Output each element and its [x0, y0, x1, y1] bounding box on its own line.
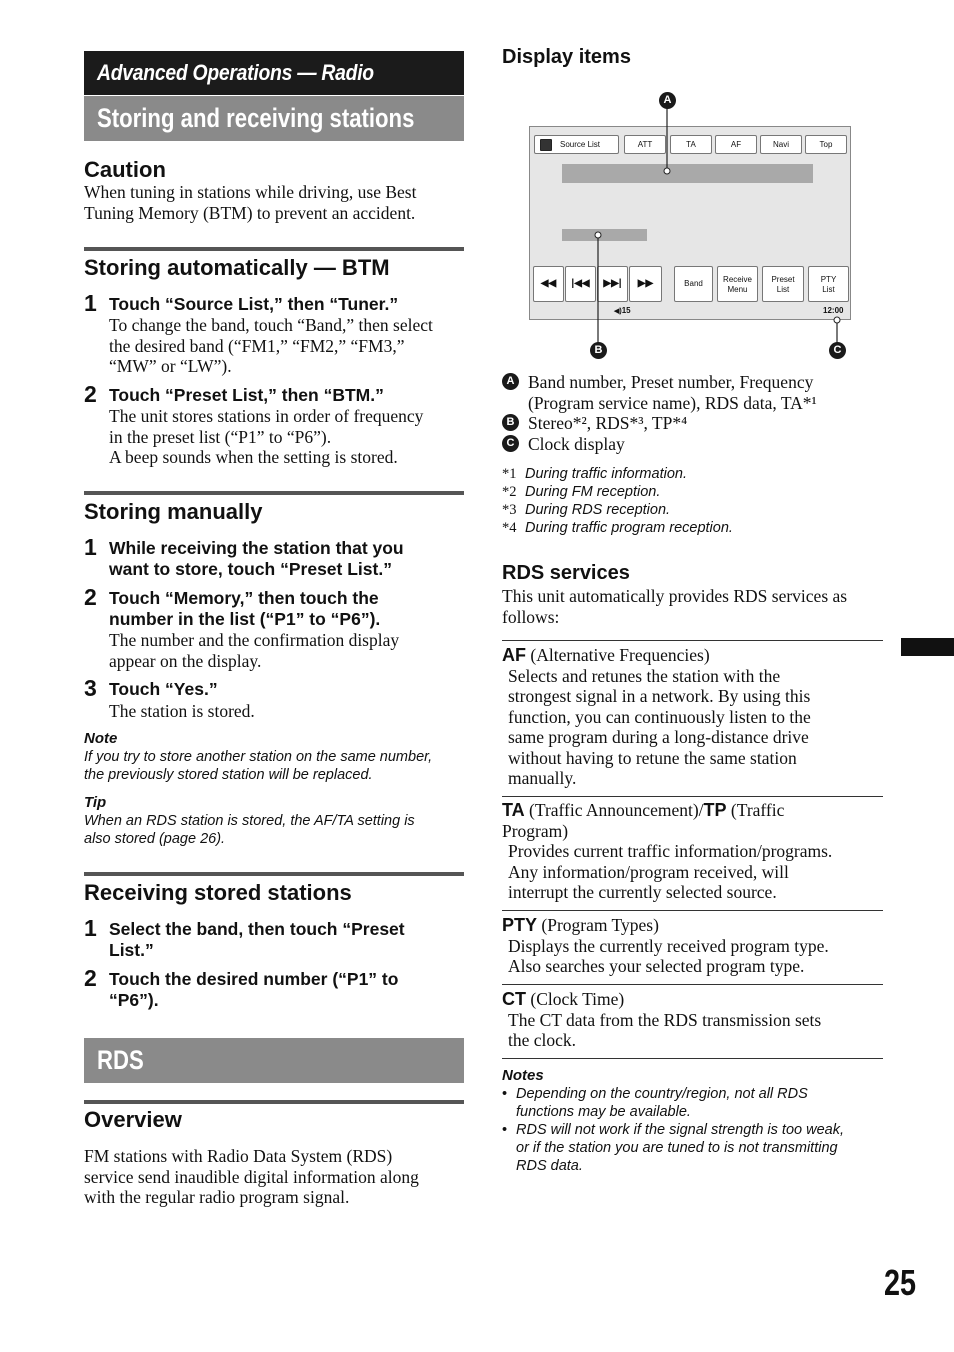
section-edge-tab — [901, 638, 954, 656]
legend-badge: A — [502, 373, 519, 390]
table-rule — [502, 910, 883, 911]
source-list-button[interactable]: Source List — [534, 135, 619, 154]
rds-service-ta-tp: TA (Traffic Announcement)/TP (Traffic Program) Provides current traffic information/programs. Any information/program received, will interrupt the currently selected source. — [502, 800, 833, 902]
step-title: Touch “Source List,” then “Tuner.” — [109, 294, 399, 314]
ta-button[interactable]: TA — [670, 135, 712, 154]
divider — [84, 872, 464, 876]
preset-list-button[interactable]: Preset List — [762, 266, 804, 302]
legend — [502, 372, 882, 454]
rds-service-pty: PTY (Program Types) Displays the currently received program type. Also searches your selected program type. — [502, 915, 829, 976]
band-button[interactable]: Band — [674, 266, 713, 302]
table-rule — [502, 796, 883, 797]
caution-heading: Caution — [84, 157, 166, 182]
notes-list — [502, 1085, 892, 1175]
step-body: The station is stored. — [109, 701, 255, 721]
page-number: 25 — [884, 1262, 917, 1303]
receive-menu-button[interactable]: Receive Menu — [717, 266, 758, 302]
table-rule — [502, 984, 883, 985]
step-number: 2 — [84, 965, 97, 991]
legend-item-c: C Clock display — [502, 434, 882, 455]
step-number: 2 — [84, 381, 97, 407]
chapter-title: Advanced Operations — Radio — [97, 60, 374, 85]
note-label: Note — [84, 730, 118, 747]
manual-heading: Storing manually — [84, 499, 263, 524]
step-title: Touch “Memory,” then touch the number in the list (“P1” to “P6”). — [109, 588, 381, 629]
callout-b-badge: B — [590, 342, 607, 359]
att-button[interactable]: ATT — [624, 135, 666, 154]
rds-title: RDS — [97, 1045, 144, 1075]
volume-indicator: ◀)15 — [614, 306, 631, 315]
legend-item-a: A Band number, Preset number, Frequency (Program service name), RDS data, TA*¹ — [502, 372, 882, 413]
btm-heading: Storing automatically — BTM — [84, 255, 390, 280]
rds-title-bar — [84, 1038, 464, 1083]
pty-list-button[interactable]: PTY List — [808, 266, 849, 302]
step-title: Touch “Yes.” — [109, 679, 218, 699]
divider — [84, 247, 464, 251]
footnote: *3 During RDS reception. — [502, 502, 671, 518]
legend-badge: C — [502, 435, 519, 452]
skip-back-icon: |◀◀ — [571, 278, 590, 289]
note-item: • RDS will not work if the signal strength is too weak, or if the station you are tuned to is not transmitting RDS data. — [502, 1122, 844, 1174]
step-title: Touch the desired number (“P1” to “P6”). — [109, 969, 399, 1010]
display-items-heading: Display items — [502, 46, 631, 68]
note-text: If you try to store another station on the same number, the previously stored station will be replaced. — [84, 749, 433, 783]
divider — [84, 491, 464, 495]
tip-text: When an RDS station is stored, the AF/TA setting is also stored (page 26). — [84, 813, 415, 847]
rds-services-heading: RDS services — [502, 562, 630, 584]
section-title-bar — [84, 96, 464, 141]
fast-forward-icon: ▶▶ — [637, 278, 654, 289]
rds-service-af: AF (Alternative Frequencies) Selects and retunes the station with the strongest signal in a network. By using this function, you can continuously listen to the same program during a long-distance drive without having to retune the same station manually. — [502, 645, 811, 788]
legend-item-b: B Stereo*², RDS*³, TP*⁴ — [502, 413, 882, 434]
speaker-icon: ◀) — [614, 308, 622, 315]
navi-button[interactable]: Navi — [760, 135, 802, 154]
notes-label: Notes — [502, 1067, 544, 1084]
footnotes — [502, 465, 733, 537]
rds-service-ct: CT (Clock Time) The CT data from the RDS transmission sets the clock. — [502, 989, 822, 1050]
top-button[interactable]: Top — [805, 135, 847, 154]
clock-display: 12:00 — [823, 306, 844, 315]
step-number: 1 — [84, 915, 97, 941]
note-item: • Depending on the country/region, not all RDS functions may be available. — [502, 1086, 808, 1120]
footnote: *1 During traffic information. — [502, 466, 687, 482]
tip-label: Tip — [84, 794, 107, 811]
overview-heading: Overview — [84, 1107, 182, 1132]
divider — [84, 1100, 464, 1104]
af-button[interactable]: AF — [715, 135, 757, 154]
chapter-title-bar — [84, 51, 464, 95]
overview-text: FM stations with Radio Data System (RDS) service send inaudible digital information along with the regular radio program signal. — [84, 1146, 419, 1207]
rds-services-intro: This unit automatically provides RDS services as follows: — [502, 586, 848, 627]
skip-forward-icon: ▶▶| — [603, 278, 622, 289]
table-rule — [502, 640, 883, 641]
callout-lines — [500, 85, 860, 365]
receiving-heading: Receiving stored stations — [84, 880, 352, 905]
step-title: Select the band, then touch “Preset List.” — [109, 919, 405, 960]
step-title: While receiving the station that you want to store, touch “Preset List.” — [109, 538, 404, 579]
callout-c-badge: C — [829, 342, 846, 359]
rewind-icon: ◀◀ — [540, 278, 557, 289]
step-body: To change the band, touch “Band,” then select the desired band (“FM1,” “FM2,” “FM3,” “MW” or “LW”). — [109, 315, 433, 376]
step-number: 1 — [84, 534, 97, 560]
footnote: *4 During traffic program reception. — [502, 520, 733, 536]
step-body: The number and the confirmation display appear on the display. — [109, 630, 400, 671]
legend-badge: B — [502, 414, 519, 431]
step-number: 1 — [84, 290, 97, 316]
table-rule — [502, 1058, 883, 1059]
caution-text: When tuning in stations while driving, use Best Tuning Memory (BTM) to prevent an accident. — [84, 182, 417, 223]
callout-a-badge: A — [659, 92, 676, 109]
step-title: Touch “Preset List,” then “BTM.” — [109, 385, 384, 405]
section-title: Storing and receiving stations — [97, 103, 415, 133]
step-number: 2 — [84, 584, 97, 610]
step-number: 3 — [84, 675, 97, 701]
footnote: *2 During FM reception. — [502, 484, 661, 500]
step-body: The unit stores stations in order of frequency in the preset list (“P1” to “P6”). A beep sounds when the setting is stored. — [109, 406, 424, 467]
